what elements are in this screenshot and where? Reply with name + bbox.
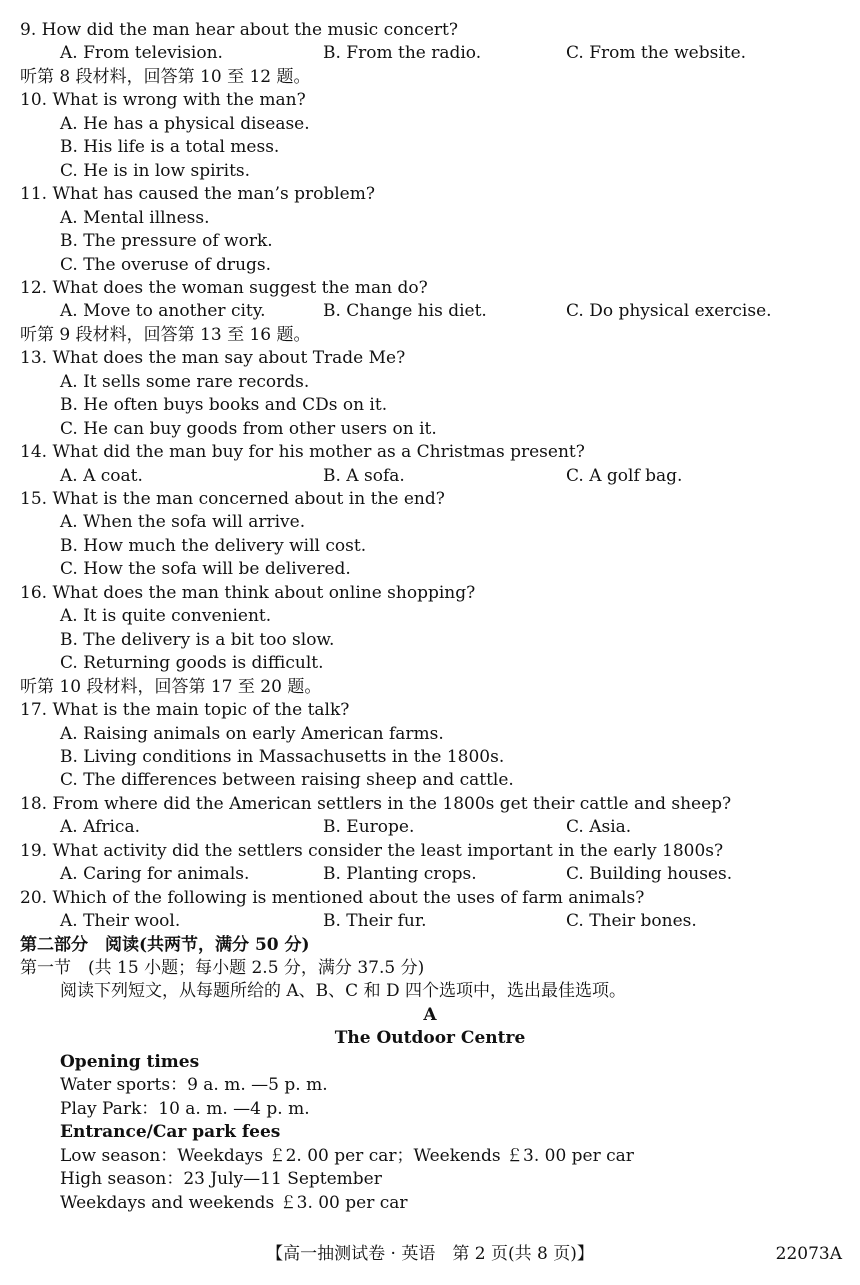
answer-option: C. Returning goods is difficult. bbox=[60, 653, 324, 674]
info-line: Weekdays and weekends ￡3. 00 per car bbox=[60, 1192, 408, 1213]
info-line: Play Park：10 a. m. —4 p. m. bbox=[60, 1098, 310, 1119]
answer-option: B. From the radio. bbox=[323, 43, 482, 64]
info-line: Water sports：9 a. m. —5 p. m. bbox=[60, 1075, 328, 1096]
answer-option: A. A coat. bbox=[60, 465, 143, 486]
question-stem: 10. What is wrong with the man? bbox=[20, 90, 306, 111]
passage-title: The Outdoor Centre bbox=[334, 1028, 526, 1049]
answer-option: B. Change his diet. bbox=[323, 301, 487, 322]
answer-option: A. Africa. bbox=[60, 817, 140, 838]
answer-option: A. He has a physical disease. bbox=[60, 113, 310, 134]
section-instruction: 听第 8 段材料，回答第 10 至 12 题。 bbox=[20, 66, 311, 87]
answer-option: A. Caring for animals. bbox=[60, 864, 250, 885]
answer-option: B. Europe. bbox=[323, 817, 415, 838]
answer-option: A. Mental illness. bbox=[60, 207, 210, 228]
answer-option: A. Raising animals on early American farms. bbox=[60, 723, 444, 744]
reading-instruction: 阅读下列短文，从每题所给的 A、B、C 和 D 四个选项中，选出最佳选项。 bbox=[60, 981, 627, 1002]
answer-option: B. Their fur. bbox=[323, 911, 427, 932]
question-stem: 15. What is the man concerned about in the end? bbox=[20, 489, 445, 509]
answer-option: C. He can buy goods from other users on it. bbox=[60, 418, 437, 439]
answer-option: C. How the sofa will be delivered. bbox=[60, 559, 351, 580]
answer-option: C. Building houses. bbox=[566, 864, 733, 885]
question-stem: 16. What does the man think about online shopping? bbox=[20, 582, 476, 603]
answer-option: B. His life is a total mess. bbox=[60, 137, 280, 158]
answer-option: A. Their wool. bbox=[60, 911, 181, 932]
passage-letter: A bbox=[423, 1004, 437, 1025]
answer-option: C. A golf bag. bbox=[566, 465, 683, 486]
answer-option: C. Their bones. bbox=[566, 911, 697, 932]
section-instruction: 听第 9 段材料，回答第 13 至 16 题。 bbox=[20, 324, 311, 345]
answer-option: A. It is quite convenient. bbox=[60, 606, 272, 627]
info-heading: Entrance/Car park fees bbox=[60, 1122, 281, 1143]
answer-option: C. Do physical exercise. bbox=[566, 301, 772, 322]
answer-option: B. Living conditions in Massachusetts in the 1800s. bbox=[60, 746, 505, 767]
question-stem: 20. Which of the following is mentioned about the uses of farm animals? bbox=[20, 887, 645, 908]
answer-option: B. The pressure of work. bbox=[60, 231, 273, 252]
answer-option: C. He is in low spirits. bbox=[60, 160, 251, 181]
question-stem: 9. How did the man hear about the music concert? bbox=[20, 20, 458, 40]
answer-option: C. Asia. bbox=[566, 817, 632, 838]
answer-option: B. How much the delivery will cost. bbox=[60, 535, 367, 556]
answer-option: C. The overuse of drugs. bbox=[60, 254, 272, 275]
part-title: 第二部分 阅读(共两节，满分 50 分) bbox=[20, 934, 310, 955]
answer-option: B. The delivery is a bit too slow. bbox=[60, 629, 335, 650]
info-line: Low season：Weekdays ￡2. 00 per car；Weekends ￡3. 00 per car bbox=[60, 1145, 634, 1166]
answer-option: C. The differences between raising sheep and cattle. bbox=[60, 770, 514, 791]
question-stem: 17. What is the main topic of the talk? bbox=[20, 700, 350, 721]
info-line: High season：23 July—11 September bbox=[60, 1169, 382, 1190]
question-stem: 11. What has caused the man’s problem? bbox=[20, 184, 375, 205]
exam-code: 22073A bbox=[775, 1244, 842, 1264]
info-heading: Opening times bbox=[60, 1051, 200, 1072]
question-stem: 18. From where did the American settlers in the 1800s get their cattle and sheep? bbox=[20, 793, 732, 814]
question-stem: 19. What activity did the settlers consider the least important in the early 1800s? bbox=[20, 840, 724, 861]
question-stem: 12. What does the woman suggest the man do? bbox=[20, 277, 428, 298]
answer-option: C. From the website. bbox=[566, 43, 747, 64]
section-title: 第一节 (共 15 小题；每小题 2.5 分，满分 37.5 分) bbox=[20, 958, 425, 978]
answer-option: A. From television. bbox=[60, 43, 223, 64]
answer-option: B. A sofa. bbox=[323, 465, 405, 486]
answer-option: A. Move to another city. bbox=[60, 301, 266, 322]
answer-option: B. Planting crops. bbox=[323, 864, 477, 885]
question-stem: 13. What does the man say about Trade Me? bbox=[20, 348, 406, 369]
question-stem: 14. What did the man buy for his mother as a Christmas present? bbox=[20, 442, 585, 463]
answer-option: B. He often buys books and CDs on it. bbox=[60, 395, 388, 416]
page-footer: 【高一抽测试卷 · 英语 第 2 页(共 8 页)】 bbox=[266, 1244, 594, 1264]
answer-option: A. When the sofa will arrive. bbox=[60, 512, 306, 533]
section-instruction: 听第 10 段材料，回答第 17 至 20 题。 bbox=[20, 676, 322, 697]
answer-option: A. It sells some rare records. bbox=[60, 371, 310, 392]
